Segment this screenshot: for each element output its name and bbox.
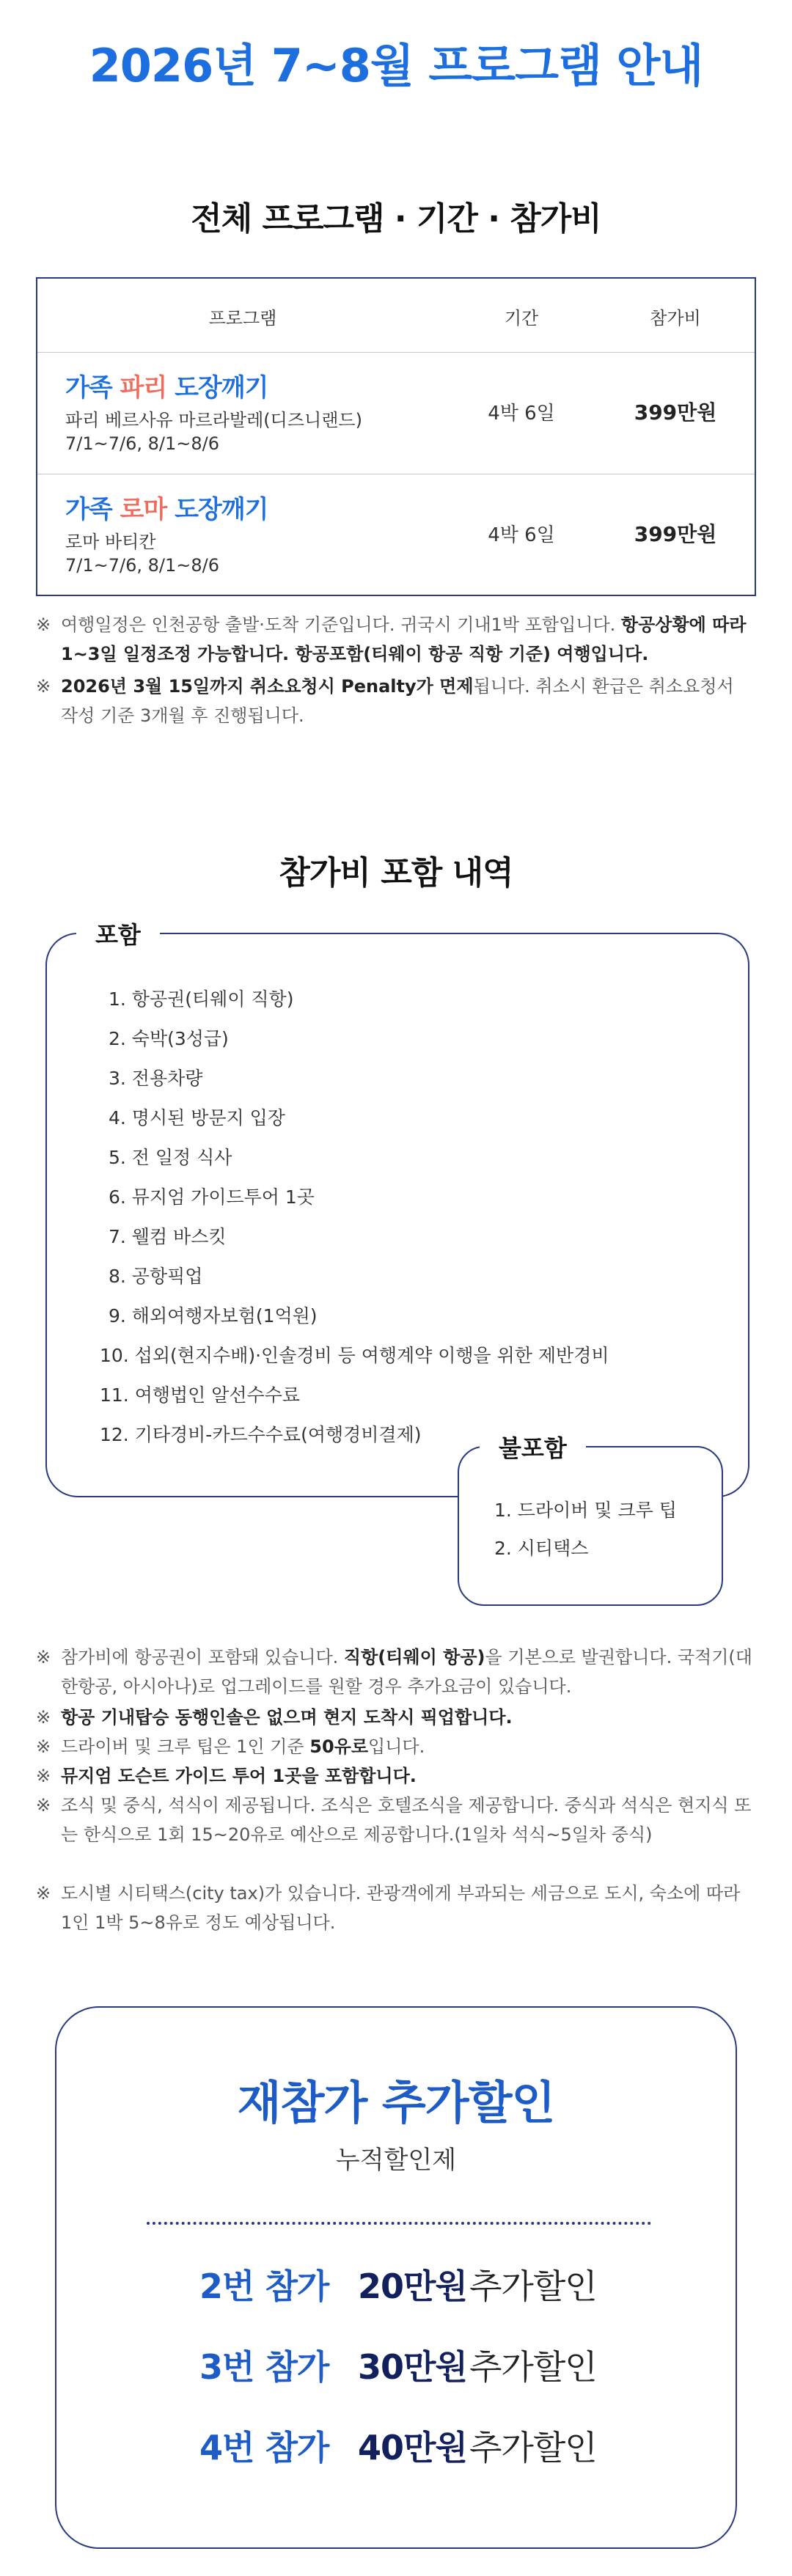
program-name-suffix: 도장깨기 [166, 373, 268, 403]
program-fee: 399만원 [634, 400, 717, 425]
note-text [61, 610, 756, 669]
discount-tier-count: 2번 참가 [199, 2267, 329, 2306]
note-mark: ※ [36, 1883, 51, 1904]
excluded-item: 1. 드라이버 및 크루 팁 [494, 1500, 677, 1521]
note-bold: 항공상황에 따라 1~3일 일정조정 가능합니다. 항공포함(티웨이 항공 직항 기준) 여행입니다. [61, 614, 747, 664]
included-box [45, 933, 749, 1497]
discount-tier-amount: 20만원 [358, 2267, 467, 2306]
note-mark: ※ [36, 1707, 51, 1728]
table-header-row [37, 279, 755, 353]
list-item: 11. 여행법인 알선수수료 [100, 1384, 301, 1406]
program-note [36, 610, 756, 669]
program-detail: 파리 베르사유 마르라발레(디즈니랜드) [65, 410, 362, 430]
discount-subtitle: 누적할인제 [335, 2146, 457, 2175]
note-bold: 50유로 [309, 1736, 369, 1757]
list-item: 12. 기타경비-카드수수료(여행경비결제) [100, 1424, 422, 1445]
note-mark: ※ [36, 676, 51, 697]
note-plain: 을 기본으로 발권합니다. 국적기(대한항공, 아시아나)로 업그레이드를 원할 경우 추가요금이 있습니다. [61, 1647, 752, 1697]
program-name [65, 367, 268, 403]
note-text [61, 672, 756, 730]
inclusion-note [36, 1761, 756, 1791]
program-dates: 7/1~7/6, 8/1~8/6 [65, 433, 219, 454]
list-item: 8. 공항픽업 [109, 1266, 203, 1287]
discount-tier-amount: 40만원 [358, 2428, 467, 2467]
header-program: 프로그램 [208, 308, 277, 329]
table-row [37, 353, 755, 474]
discount-tier-suffix: 추가할인 [469, 2347, 597, 2387]
list-item: 5. 전 일정 식사 [109, 1147, 232, 1168]
discount-tier-count: 4번 참가 [199, 2428, 329, 2467]
included-label: 포함 [76, 917, 160, 950]
note-bold: 항공 기내탑승 동행인솔은 없으며 현지 도착시 픽업합니다. [61, 1707, 513, 1728]
note-bold: 2026년 3월 15일까지 취소요청시 Penalty가 면제 [61, 676, 474, 697]
header-period: 기간 [504, 308, 539, 329]
inclusion-note [36, 1879, 756, 1937]
list-item: 2. 숙박(3성급) [109, 1028, 229, 1049]
programs-heading: 전체 프로그램 · 기간 · 참가비 [191, 200, 601, 238]
program-period: 4박 6일 [488, 524, 555, 546]
note-text [61, 1703, 756, 1732]
excluded-item: 2. 시티택스 [494, 1538, 589, 1559]
page-title: 2026년 7~8월 프로그램 안내 [89, 39, 703, 92]
list-item: 7. 웰컴 바스킷 [109, 1226, 227, 1247]
note-text: 조식 및 중식, 석식이 제공됩니다. 조식은 호텔조식을 제공합니다. 중식과 석식은 현지식 또는 한식으로 1회 15~20유로 예산으로 제공합니다.(1일차 석식~5일차 중식) [61, 1795, 752, 1845]
inclusion-note [36, 1643, 756, 1701]
program-name-prefix: 가족 [65, 373, 120, 403]
inclusions-heading: 참가비 포함 내역 [279, 854, 513, 892]
program-period: 4박 6일 [488, 403, 555, 425]
list-item: 6. 뮤지엄 가이드투어 1곳 [109, 1186, 315, 1208]
note-plain: 드라이버 및 크루 팁은 1인 기준 [61, 1736, 310, 1757]
discount-title: 재참가 추가할인 [237, 2076, 555, 2129]
program-name [65, 489, 268, 525]
header-fee: 참가비 [650, 308, 701, 329]
note-mark: ※ [36, 614, 51, 635]
program-note [36, 672, 756, 730]
program-city: 파리 [120, 373, 167, 403]
discount-tier-suffix: 추가할인 [469, 2428, 597, 2467]
program-table [36, 277, 756, 596]
note-text: 도시별 시티택스(city tax)가 있습니다. 관광객에게 부과되는 세금으로 도시, 숙소에 따라 1인 1박 5~8유로 정도 예상됩니다. [61, 1883, 741, 1933]
note-text [61, 1732, 756, 1761]
list-item: 4. 명시된 방문지 입장 [109, 1107, 285, 1129]
note-plain: 여행일정은 인천공항 출발·도착 기준입니다. 귀국시 기내1박 포함입니다. [61, 614, 621, 635]
note-bold: 뮤지엄 도슨트 가이드 투어 1곳을 포함합니다. [61, 1766, 417, 1786]
note-mark: ※ [36, 1766, 51, 1786]
inclusion-note [36, 1791, 756, 1849]
program-fee: 399만원 [634, 522, 717, 546]
note-text [61, 1761, 756, 1791]
discount-tier-count: 3번 참가 [199, 2347, 329, 2387]
note-mark: ※ [36, 1647, 51, 1667]
program-dates: 7/1~7/6, 8/1~8/6 [65, 555, 219, 576]
list-item: 3. 전용차량 [109, 1068, 203, 1089]
note-mark: ※ [36, 1795, 51, 1816]
program-name-prefix: 가족 [65, 495, 120, 524]
dotted-divider [147, 2222, 651, 2225]
note-plain: 참가비에 항공권이 포함돼 있습니다. [61, 1647, 344, 1667]
program-city: 로마 [120, 495, 167, 524]
program-name-suffix: 도장깨기 [166, 495, 268, 524]
excluded-label: 불포함 [480, 1430, 586, 1464]
discount-tier-suffix: 추가할인 [469, 2267, 597, 2306]
program-detail: 로마 바티칸 [65, 532, 156, 552]
inclusion-note [36, 1732, 756, 1761]
note-plain: 됩니다. 취소시 환급은 취소요청서 작성 기준 3개월 후 진행됩니다. [61, 676, 734, 726]
list-item: 1. 항공권(티웨이 직항) [109, 988, 294, 1010]
note-plain: 입니다. [368, 1736, 425, 1757]
inclusion-note [36, 1703, 756, 1732]
list-item: 10. 섭외(현지수배)·인솔경비 등 여행계약 이행을 위한 제반경비 [100, 1345, 609, 1366]
note-bold: 직항(티웨이 항공) [343, 1647, 485, 1667]
note-text [61, 1643, 756, 1701]
note-mark: ※ [36, 1736, 51, 1757]
discount-tier-amount: 30만원 [358, 2347, 467, 2387]
table-row [37, 474, 755, 596]
list-item: 9. 해외여행자보험(1억원) [109, 1305, 318, 1326]
excluded-box [458, 1446, 723, 1606]
